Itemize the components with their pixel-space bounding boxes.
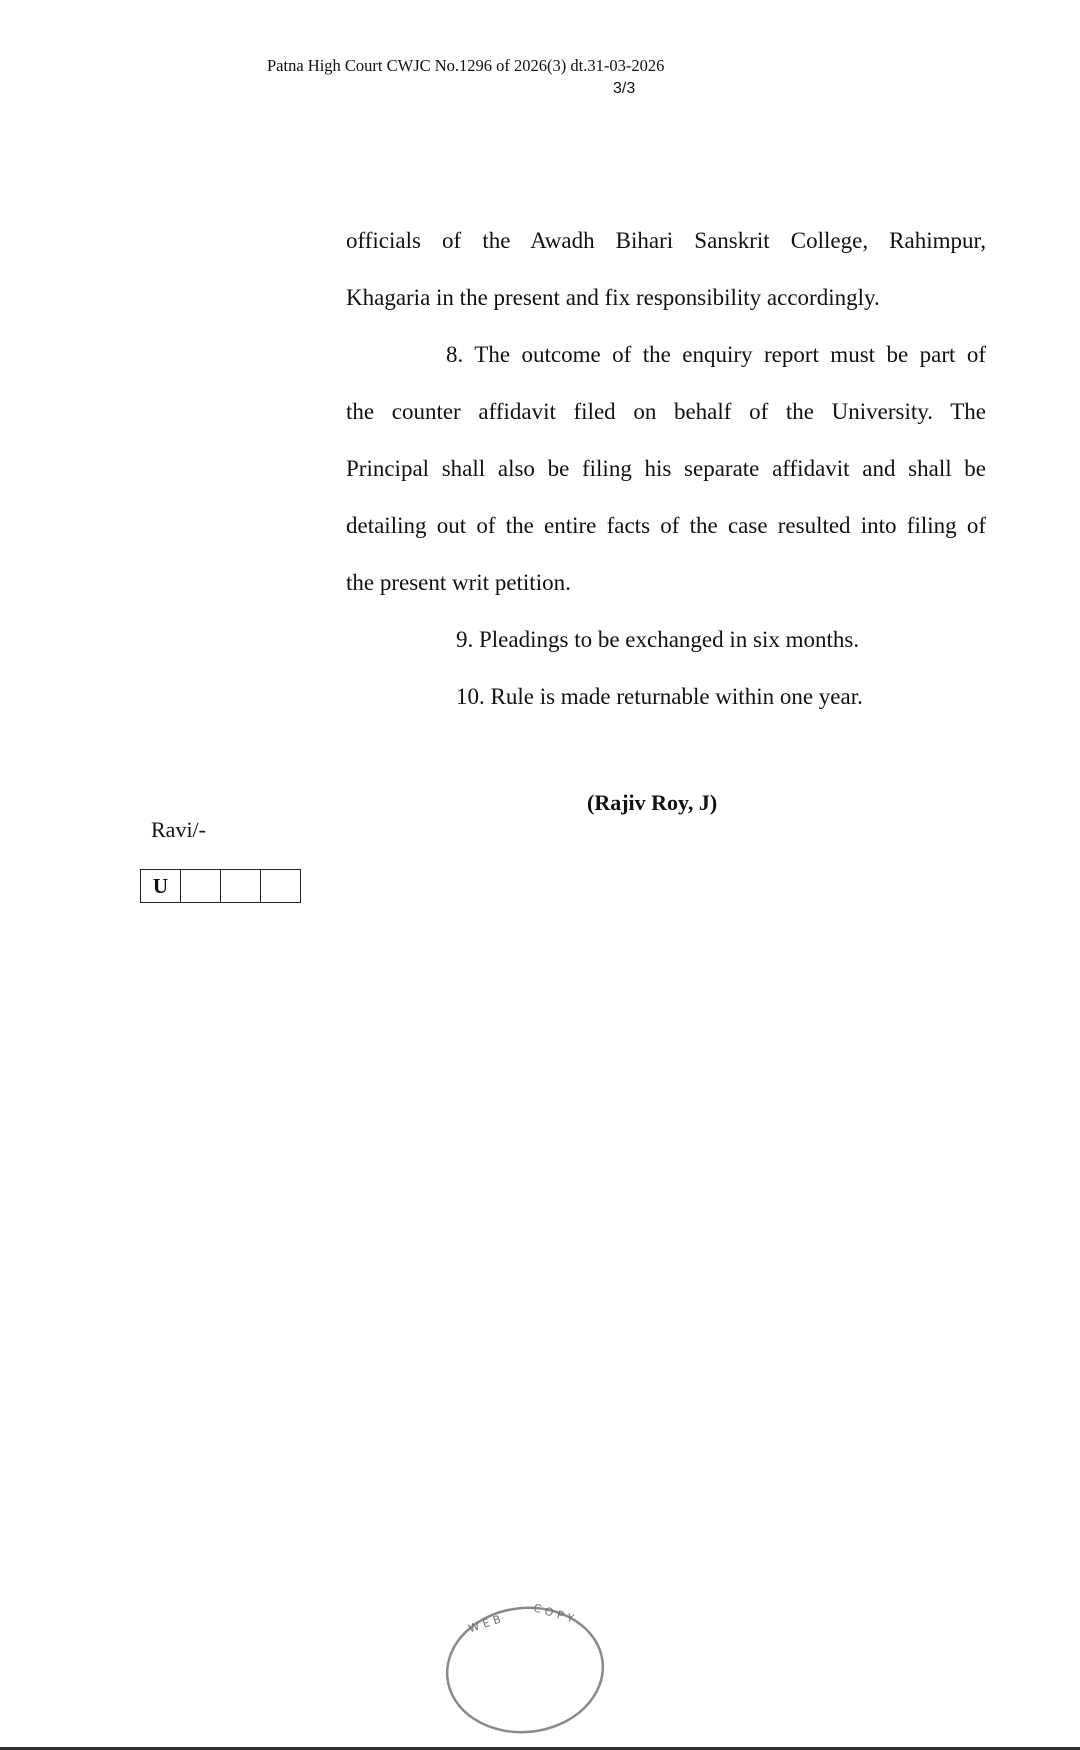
para7-line1: officials of the Awadh Bihari Sanskrit College, Rahimpur, <box>346 228 986 253</box>
stamp-text-web: WEB <box>466 1611 507 1636</box>
code-box-row <box>140 869 301 903</box>
code-box-cell <box>261 870 300 902</box>
typist-initials: Ravi/- <box>151 817 206 842</box>
para8-line3: Principal shall also be filing his separate affidavit and shall be <box>346 456 986 481</box>
para9: 9. Pleadings to be exchanged in six months. <box>456 627 860 652</box>
para8-line4: detailing out of the entire facts of the case resulted into filing of <box>346 513 986 538</box>
stamp-text-copy: COPY <box>531 1601 580 1627</box>
para10: 10. Rule is made returnable within one year. <box>456 684 863 709</box>
code-box-cell: U <box>141 870 181 902</box>
header-case-line: Patna High Court CWJC No.1296 of 2026(3) dt.31-03-2026 <box>267 56 665 75</box>
para7-line2: Khagaria in the present and fix responsibility accordingly. <box>346 285 880 310</box>
para8-line1: 8. The outcome of the enquiry report must be part of <box>446 342 986 367</box>
order-body <box>346 212 986 725</box>
page-number: 3/3 <box>613 80 636 97</box>
code-box-cell <box>221 870 261 902</box>
code-box-cell <box>181 870 221 902</box>
judge-signature: (Rajiv Roy, J) <box>587 790 718 815</box>
web-copy-stamp-icon <box>440 1592 610 1742</box>
para8-line2: the counter affidavit filed on behalf of the University. The <box>346 399 986 424</box>
para8-line5: the present writ petition. <box>346 570 571 595</box>
